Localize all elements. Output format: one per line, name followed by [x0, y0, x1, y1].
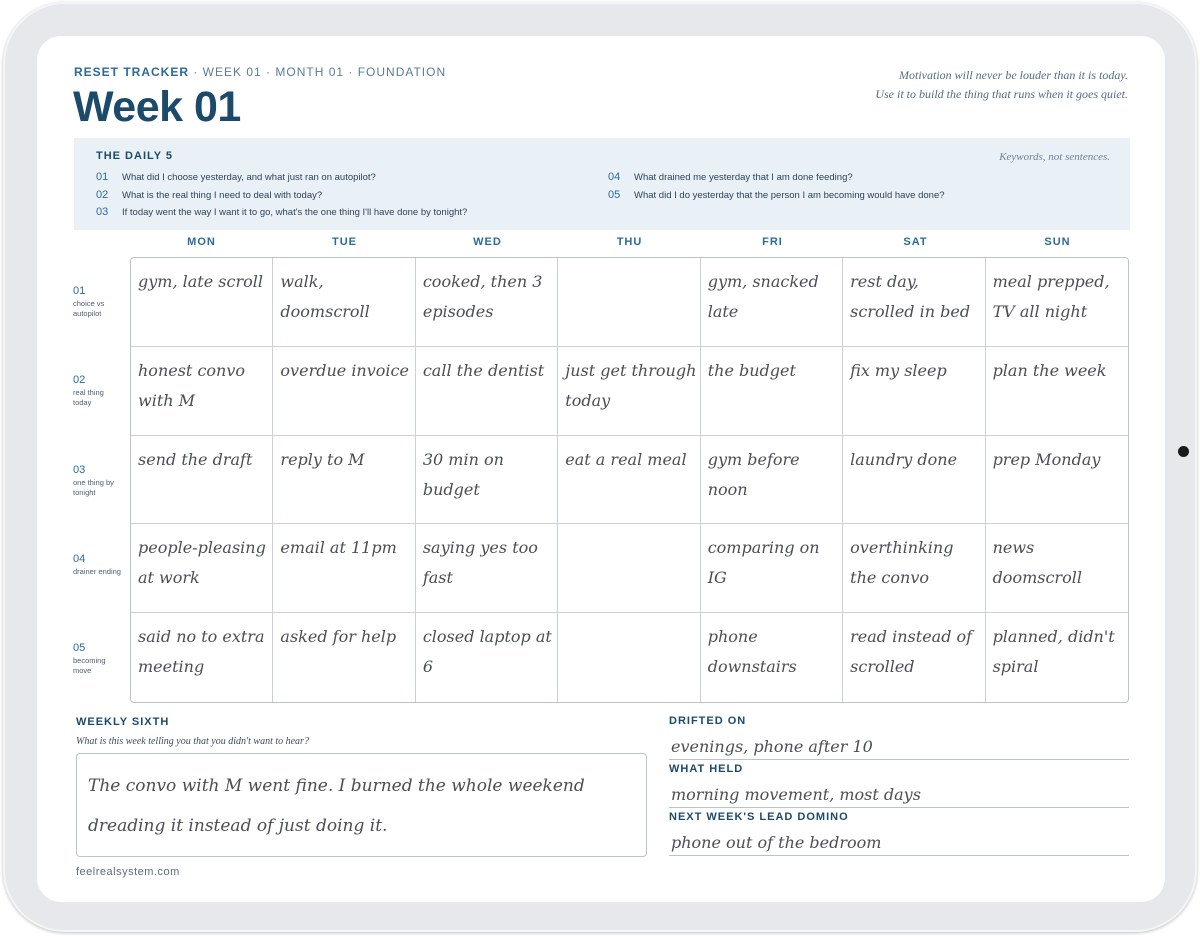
question-text: If today went the way I want it to go, what's the one thing I'll have done by tonight?: [122, 206, 468, 218]
question-text: What is the real thing I need to deal with today?: [122, 189, 323, 201]
grid-cell[interactable]: [558, 613, 700, 702]
daily-question: [96, 206, 467, 218]
daily-question: [608, 171, 853, 183]
day-header-wed: WED: [473, 236, 502, 248]
row-description: one thing by tonight: [73, 478, 114, 497]
question-number: 03: [96, 206, 109, 218]
row-label: [73, 374, 127, 408]
daily-question: [608, 189, 945, 201]
grid-cell[interactable]: send the draft: [131, 436, 273, 525]
question-text: What did I do yesterday that the person I am becoming would have done?: [634, 189, 945, 201]
day-header-mon: MON: [187, 236, 216, 248]
grid-cell[interactable]: fix my sleep: [843, 347, 985, 436]
drifted-on-title: DRIFTED ON: [669, 715, 747, 727]
grid-cell[interactable]: saying yes too fast: [416, 524, 558, 613]
grid-cell[interactable]: gym, late scroll: [131, 258, 273, 347]
row-number: 01: [73, 285, 86, 297]
question-number: 01: [96, 171, 109, 183]
grid-cell[interactable]: comparing on IG: [701, 524, 843, 613]
question-number: 02: [96, 189, 109, 201]
row-number: 02: [73, 374, 86, 386]
grid-cell[interactable]: read instead of scrolled: [843, 613, 985, 702]
grid-cell[interactable]: plan the week: [986, 347, 1128, 436]
grid-cell[interactable]: prep Monday: [986, 436, 1128, 525]
page-title: Week 01: [73, 83, 241, 131]
question-number: 04: [608, 171, 621, 183]
weekly-sixth-prompt: What is this week telling you that you didn't want to hear?: [76, 736, 309, 747]
grid-cell[interactable]: just get through today: [558, 347, 700, 436]
grid-cell[interactable]: news doomscroll: [986, 524, 1128, 613]
day-header-tue: TUE: [332, 236, 357, 248]
row-description: real thing today: [73, 388, 104, 407]
camera-dot-icon: [1178, 446, 1189, 457]
row-label: [73, 553, 127, 577]
grid-cell[interactable]: overdue invoice: [273, 347, 415, 436]
grid-cell[interactable]: eat a real meal: [558, 436, 700, 525]
what-held-title: WHAT HELD: [669, 763, 744, 775]
kicker-label: RESET TRACKER: [74, 65, 190, 79]
day-header-sun: SUN: [1044, 236, 1071, 248]
lead-domino-title: NEXT WEEK'S LEAD DOMINO: [669, 811, 849, 823]
daily-5-title: THE DAILY 5: [96, 150, 174, 162]
day-header-thu: THU: [616, 236, 643, 248]
grid-cell[interactable]: rest day, scrolled in bed: [843, 258, 985, 347]
grid-cell[interactable]: cooked, then 3 episodes: [416, 258, 558, 347]
daily-5-panel: [74, 138, 1130, 230]
row-description: choice vs autopilot: [73, 299, 105, 318]
grid-cell[interactable]: gym before noon: [701, 436, 843, 525]
grid-cell[interactable]: walk, doomscroll: [273, 258, 415, 347]
row-description: drainer ending: [73, 567, 121, 576]
drifted-on-field[interactable]: evenings, phone after 10: [669, 734, 1129, 760]
daily-question: [96, 189, 322, 201]
row-number: 03: [73, 464, 86, 476]
grid-cell[interactable]: said no to extra meeting: [131, 613, 273, 702]
grid-cell[interactable]: gym, snacked late: [701, 258, 843, 347]
grid-cell[interactable]: phone downstairs: [701, 613, 843, 702]
footer-url: feelrealsystem.com: [76, 866, 180, 878]
row-label: [73, 285, 127, 319]
daily-5-hint: Keywords, not sentences.: [999, 151, 1110, 163]
grid-cell[interactable]: people-pleasing at work: [131, 524, 273, 613]
kicker-details: · WEEK 01 · MONTH 01 · FOUNDATION: [189, 65, 447, 79]
grid-cell[interactable]: asked for help: [273, 613, 415, 702]
grid-cell[interactable]: meal prepped, TV all night: [986, 258, 1128, 347]
quote-line-1: Motivation will never be louder than it is today.: [899, 68, 1128, 82]
row-description: becoming move: [73, 656, 106, 675]
motivation-quote: [708, 66, 1128, 104]
weekly-sixth-answer-box[interactable]: The convo with M went fine. I burned the whole weekend dreading it instead of just doing it.: [76, 753, 647, 857]
day-header-sat: SAT: [903, 236, 928, 248]
question-number: 05: [608, 189, 621, 201]
grid-cell[interactable]: overthinking the convo: [843, 524, 985, 613]
question-text: What did I choose yesterday, and what just ran on autopilot?: [122, 171, 376, 183]
question-text: What drained me yesterday that I am done feeding?: [634, 171, 853, 183]
grid-cell[interactable]: email at 11pm: [273, 524, 415, 613]
grid-cell[interactable]: [558, 258, 700, 347]
page-kicker: [74, 65, 446, 79]
grid-cell[interactable]: planned, didn't spiral: [992, 627, 1115, 677]
row-label: [73, 642, 127, 676]
row-number: 05: [73, 642, 86, 654]
grid-cell[interactable]: the budget: [701, 347, 843, 436]
row-number: 04: [73, 553, 86, 565]
daily-question: [96, 171, 376, 183]
grid-cell[interactable]: honest convo with M: [131, 347, 273, 436]
grid-cell[interactable]: closed laptop at 6: [416, 613, 558, 702]
weekly-sixth-title: WEEKLY SIXTH: [76, 716, 170, 728]
quote-line-2: Use it to build the thing that runs when it goes quiet.: [875, 87, 1128, 101]
day-header-fri: FRI: [762, 236, 783, 248]
weekly-grid: [130, 257, 1129, 703]
grid-cell[interactable]: reply to M: [273, 436, 415, 525]
lead-domino-field[interactable]: phone out of the bedroom: [669, 830, 1129, 856]
row-label: [73, 464, 127, 498]
what-held-field[interactable]: morning movement, most days: [669, 782, 1129, 808]
grid-cell[interactable]: 30 min on budget: [416, 436, 558, 525]
grid-cell[interactable]: [558, 524, 700, 613]
grid-cell[interactable]: call the dentist: [416, 347, 558, 436]
grid-cell[interactable]: laundry done: [843, 436, 985, 525]
